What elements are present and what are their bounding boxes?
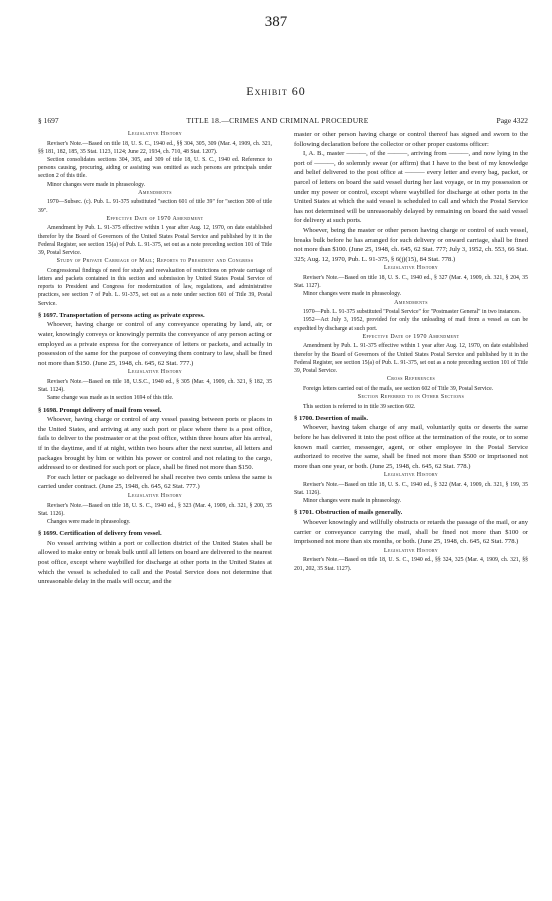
body-paragraph: No vessel arriving within a port or collection district of the United States shall be allowed to make entry or break bulk until all letters on board are delivered to the nearest post office, except where waybilled for discharge at other ports in the United States at which the vessel is scheduled to call and the Postal Service does not determine that unreasonable delay in the mails will occur, and the [38,539,272,586]
annotation-note: Amendment by Pub. L. 91-375 effective within 1 year after Aug. 12, 1970, on date established therefor by the Board of Governors of the United States Postal Service and published by it in the Federal Register, see section 15(a) of Pub. L. 91-375, set out as a note preceding section 101 of Title 39, Postal Service. [38,225,272,257]
body-paragraph: For each letter or package so delivered he shall receive two cents unless the same is carried under contract. (June 25, 1948, ch. 645, 62 Stat. 777.) [38,473,272,491]
annotation-note: Reviser's Note.—Based on title 18, U. S. C., 1940 ed., §§ 324, 325 (Mar. 4, 1909, ch. 321, §§ 201, 202, 35 Stat. 1127). [294,557,528,572]
right-column [294,130,528,573]
annotation-note: Section consolidates sections 304, 305, and 309 of title 18, U. S. C., 1940 ed. Reference to persons causing, procuring, aiding or assisting was omitted as such persons are principals under section 2 of this title. [38,157,272,180]
section-title: § 1700. Desertion of mails. [294,414,368,422]
body-paragraph: Whoever, having taken charge of any mail, voluntarily quits or deserts the same before he has delivered it into the post office at the termination of the route, or to some known mail carrier, messenger, agent, or other employee in the Postal Service authorized to receive the same, shall be fined not more than $500 or imprisoned not more than one year, or both. (June 25, 1948, ch. 645, 62 Stat. 778.) [294,424,528,470]
section-title: § 1697. Transportation of persons acting as private express. [38,311,205,319]
section-heading: Legislative History [383,265,439,272]
annotation-note: Minor changes were made in phraseology. [303,291,402,298]
section-heading: Legislative History [383,547,439,554]
annotation-note: Changes were made in phraseology. [47,518,131,525]
annotation-note: This section is referred to in title 39 section 602. [303,403,416,410]
section-heading: Legislative History [127,492,183,499]
header-section: § 1697 [38,116,59,125]
annotation-note: Reviser's Note.—Based on title 18, U.S.C., 1940 ed., § 305 (Mar. 4, 1909, ch. 321, § 182, 35 Stat. 1124). [38,378,272,394]
section-heading: Section Referred to in Other Sections [357,393,465,400]
annotation-note: 1970—Subsec. (c). Pub. L. 91-375 substituted "section 601 of title 39" for "section 300 of title 39". [38,199,272,214]
section-heading: Effective Date of 1970 Amendment [106,215,204,222]
page-number: 387 [264,14,288,30]
annotation-note: Reviser's Note.—Based on title 18, U. S. C., 1940 ed., §§ 304, 305, 309 (Mar. 4, 1909, ch. 321, §§ 181, 182, 185, 35 Stat. 1123, 1124; June 22, 1934, ch. 710, 48 Stat. 1207). [38,140,272,155]
section-heading: Amendments [394,299,428,306]
running-header [38,116,528,125]
annotation-note: Congressional findings of need for study and reevaluation of restrictions on private carriage of letters and packets contained in this section and submission by United States Postal Service of reports to President and Congress for modernization of law, regulations, and administrative practices, see section 7 of Pub. L. 91-375, set out as a note under section 601 of Title 39, Postal Service. [38,267,272,307]
annotation-note: Foreign letters carried out of the mails, see section 602 of Title 39, Postal Service. [303,385,494,392]
section-title: § 1701. Obstruction of mails generally. [294,509,403,517]
annotation-note: Minor changes were made in phraseology. [47,181,146,188]
section-title: § 1698. Prompt delivery of mail from vessel. [38,406,162,414]
body-paragraph: master or other person having charge or control thereof has signed and sworn to the following declaration before the collector or other proper customs officer: [294,131,528,148]
body-paragraph: Whoever knowingly and willfully obstructs or retards the passage of the mail, or any carrier or conveyance carrying the mail, shall be fined not more than $100 or imprisoned not more than six months, or both. (June 25, 1948, ch. 645, 62 Stat. 778.) [294,519,528,546]
section-heading: Cross References [386,376,436,383]
annotation-note: Reviser's Note.—Based on title 18, U. S. C., 1940 ed., § 322 (Mar. 4, 1909, ch. 321, § 199, 35 Stat. 1126). [294,481,528,497]
annotation-note: Reviser's Note.—Based on title 18, U. S. C., 1940 ed., § 327 (Mar. 4, 1909, ch. 321, § 204, 35 Stat. 1127). [294,274,528,290]
section-heading: Amendments [138,189,172,196]
body-paragraph: Whoever, having charge or control of any conveyance operating by land, air, or water, knowingly conveys or knowingly permits the conveyance of any person acting or employed as a private express for the conveyance of letters or packets, and actually in possession of the same for the purpose of conveying them contrary to law, shall be fined not more than $150. (June 25, 1948, ch. 645, 62 Stat. 777.) [38,321,272,367]
annotation-note: 1970—Pub. L. 91-375 substituted "Postal Service" for "Postmaster General" in two instances. [303,309,521,316]
exhibit-label: Exhibit 60 [246,84,306,98]
left-column [38,130,272,587]
section-title: § 1699. Certification of delivery from vessel. [38,530,162,538]
annotation-note: Same change was made as in section 1694 of this title. [47,395,174,402]
annotation-note: Amendment by Pub. L. 91-375 effective within 1 year after Aug. 12, 1970, on date established therefor by the Board of Governors of the United States Postal Service and published by it in the Federal Register, see section 15(a) of Pub. L. 91-375, set out as a note preceding section 101 of Title 39, Postal Service. [294,343,528,374]
annotation-note: Minor changes were made in phraseology. [303,498,402,505]
section-heading: Legislative History [127,131,183,137]
annotation-note: Reviser's Note.—Based on title 18, U. S. C., 1940 ed., § 323 (Mar. 4, 1909, ch. 321, § 200, 35 Stat. 1126). [38,502,272,517]
header-page: Page 4322 [496,116,528,125]
body-paragraph: Whoever, being the master or other person having charge or control of such vessel, breaks bulk before he has arranged for such delivery or onward carriage, shall be fined not more than $100. (June 25, 1948, ch. 645, 62 Stat. 777; July 3, 1952, ch. 553, 66 Stat. 325; Aug. 12, 1970, Pub. L. 91-375, § 6(j)(15), 84 Stat. 778.) [294,226,528,263]
section-heading: Legislative History [127,369,183,376]
section-heading: Legislative History [383,472,439,479]
body-paragraph: I, A. B., master ———, of the ———, arriving from ———, and now lying in the port of ———, do solemnly swear (or affirm) that I have to the best of my knowledge and belief delivered to the post office at ——— every letter and every bag, packet, or parcel of letters on board the said vessel during her last voyage, or in my possession or under my power or control, except where waybilled for discharge at other ports in the United States at which the said vessel is scheduled to call and which the Postal Service has not determined will be unreasonably delayed by remaining on board the said vessel for delivery at such ports. [294,150,528,225]
section-heading: Effective Date of 1970 Amendment [362,333,460,340]
header-title: TITLE 18.—CRIMES AND CRIMINAL PROCEDURE [186,116,369,125]
body-paragraph: Whoever, having charge or control of any vessel passing between ports or places in the United States, and arriving at any such port or place where there is a post office, fails to deliver to the postmaster or at the post office, within three hours after his arrival, if in the daytime, and if at night, within two hours after the next sunrise, all letters and packages brought by him or within his power or control and not relating to the cargo, addressed to or destined for such port or place, shall be fined not more than $150. [38,416,272,472]
annotation-note: 1952—Act July 3, 1952, provided for only the unloading of mail from a vessel as can be expedited by discharge at such port. [294,317,528,332]
section-heading: Study of Private Carriage of Mail; Reports to President and Congress [56,258,254,265]
